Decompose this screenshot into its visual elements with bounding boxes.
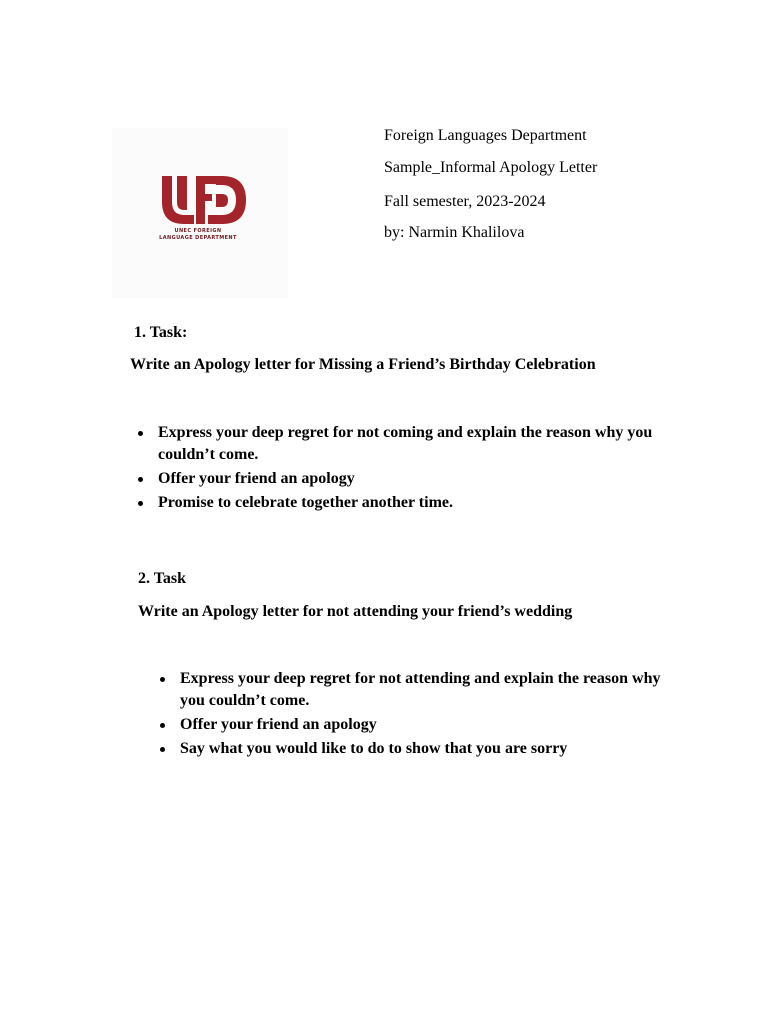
bullet-icon	[160, 747, 165, 752]
task2-title: Write an Apology letter for not attending your friend’s wedding	[138, 603, 573, 620]
list-item: Express your deep regret for not attending and explain the reason why you couldn’t come.	[158, 668, 688, 712]
logo-caption	[148, 228, 248, 242]
department-name: Foreign Languages Department	[384, 127, 587, 144]
list-item: Say what you would like to do to show that you are sorry	[158, 738, 688, 760]
task1-bullet-list	[136, 422, 692, 516]
bullet-icon	[138, 477, 143, 482]
bullet-icon	[160, 723, 165, 728]
semester: Fall semester, 2023-2024	[384, 193, 546, 210]
task1-title: Write an Apology letter for Missing a Friend’s Birthday Celebration	[130, 356, 596, 373]
bullet-icon	[138, 501, 143, 506]
list-item: Promise to celebrate together another time.	[136, 492, 692, 514]
document-title: Sample_Informal Apology Letter	[384, 159, 598, 176]
task2-heading: 2. Task	[138, 570, 187, 587]
bullet-icon	[138, 431, 143, 436]
author: by: Narmin Khalilova	[384, 224, 525, 241]
department-logo	[112, 128, 288, 298]
list-item: Offer your friend an apology	[158, 714, 688, 736]
logo-caption-line2: LANGUAGE DEPARTMENT	[159, 235, 237, 241]
task1-heading: 1. Task:	[134, 324, 188, 341]
list-item: Offer your friend an apology	[136, 468, 692, 490]
ufd-logo-mark	[158, 174, 250, 228]
list-item: Express your deep regret for not coming and explain the reason why you couldn’t come.	[136, 422, 692, 466]
logo-caption-line1: UNEC FOREIGN	[174, 228, 222, 234]
bullet-icon	[160, 677, 165, 682]
task2-bullet-list	[158, 668, 688, 762]
